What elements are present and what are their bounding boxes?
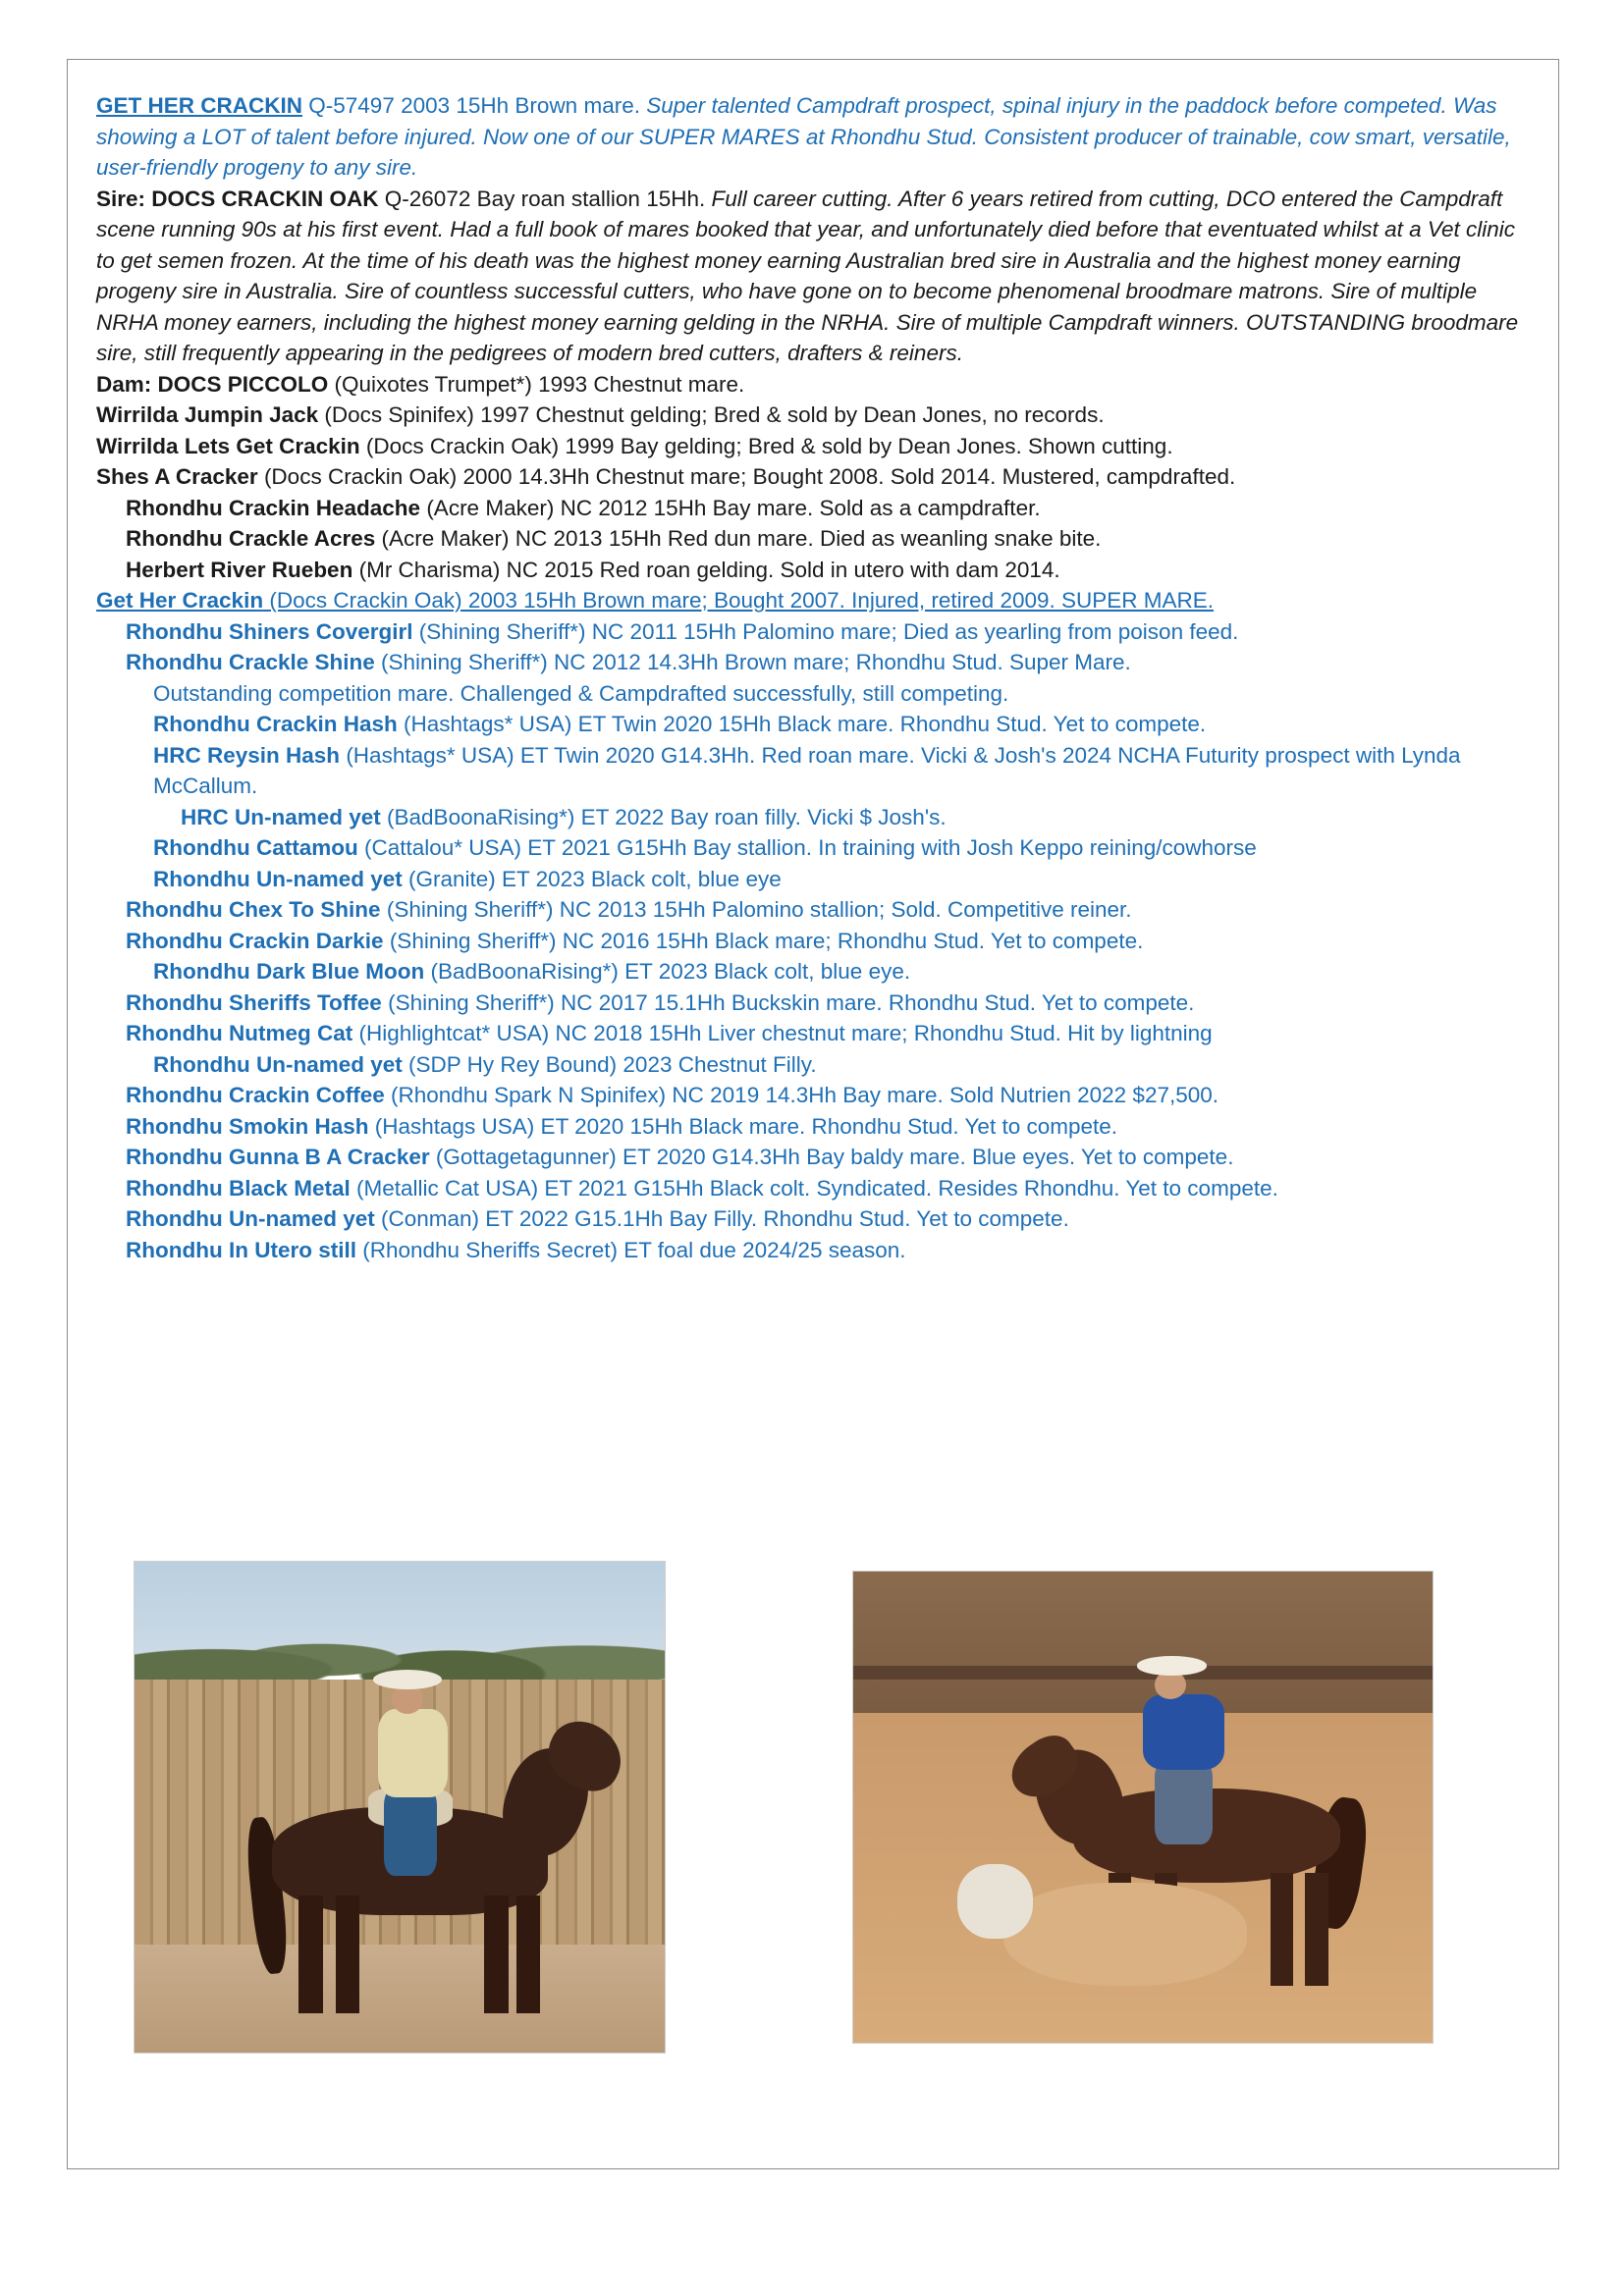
progeny-line xyxy=(96,555,1532,586)
progeny-name: Rhondhu Chex To Shine xyxy=(126,897,381,922)
progeny-details: (Highlightcat* USA) NC 2018 15Hh Liver chestnut mare; Rhondhu Stud. Hit by lightning xyxy=(352,1021,1213,1045)
progeny-line xyxy=(96,493,1532,524)
dam-label: Dam: DOCS PICCOLO xyxy=(96,371,329,397)
progeny-name: HRC Reysin Hash xyxy=(153,742,341,768)
progeny-details: (BadBoonaRising*) ET 2022 Bay roan filly. Vicki $ Josh's. xyxy=(380,804,947,829)
progeny-line xyxy=(96,709,1532,740)
horse-name: GET HER CRACKIN xyxy=(96,93,303,118)
progeny-line xyxy=(96,894,1532,926)
horse-registration: Q-57497 2003 15Hh Brown mare. xyxy=(302,93,647,118)
photo-horse-rider-fence xyxy=(134,1561,666,2054)
progeny-details: (Docs Crackin Oak) 1999 Bay gelding; Bred & sold by Dean Jones. Shown cutting. xyxy=(359,433,1173,458)
progeny-details: (Hashtags* USA) ET Twin 2020 G14.3Hh. Red roan mare. Vicki & Josh's 2024 NCHA Futurity prospect with Lynda McCallum. xyxy=(153,742,1461,798)
progeny-details: (Acre Maker) NC 2013 15Hh Red dun mare. Died as weanling snake bite. xyxy=(375,526,1102,551)
progeny-line xyxy=(96,1018,1532,1049)
sire-line xyxy=(96,184,1532,369)
rider-body xyxy=(378,1709,447,1797)
photo-row xyxy=(96,1561,1532,2071)
progeny-details: (Shining Sheriff*) NC 2013 15Hh Palomino stallion; Sold. Competitive reiner. xyxy=(380,897,1132,922)
progeny-details: (Mr Charisma) NC 2015 Red roan gelding. Sold in utero with dam 2014. xyxy=(352,557,1060,582)
progeny-details: (Docs Crackin Oak) 2003 15Hh Brown mare; Bought 2007. Injured, retired 2009. SUPER MARE. xyxy=(263,588,1215,613)
progeny-name: Rhondhu Nutmeg Cat xyxy=(126,1021,353,1045)
progeny-name: Rhondhu Gunna B A Cracker xyxy=(126,1145,430,1169)
horse-leg xyxy=(1305,1873,1328,1986)
progeny-name: Rhondhu Crackin Hash xyxy=(153,712,398,736)
progeny-name: Rhondhu Cattamou xyxy=(153,835,358,860)
progeny-line xyxy=(96,740,1532,802)
progeny-details: (Hashtags USA) ET 2020 15Hh Black mare. Rhondhu Stud. Yet to compete. xyxy=(368,1113,1118,1139)
progeny-name: Rhondhu Crackle Shine xyxy=(126,650,375,674)
rider-legs xyxy=(384,1788,437,1876)
progeny-name: Rhondhu In Utero still xyxy=(126,1237,356,1262)
progeny-name: Get Her Crackin xyxy=(96,588,264,613)
progeny-line xyxy=(96,431,1532,462)
progeny-line xyxy=(96,678,1532,710)
progeny-details: (Rhondhu Sheriffs Secret) ET foal due 2024/25 season. xyxy=(355,1237,906,1262)
progeny-details: (Hashtags* USA) ET Twin 2020 15Hh Black mare. Rhondhu Stud. Yet to compete. xyxy=(397,712,1207,736)
progeny-line xyxy=(96,864,1532,895)
progeny-name: Rhondhu Un-named yet xyxy=(153,1051,403,1077)
sire-label: Sire: DOCS CRACKIN OAK xyxy=(96,186,379,211)
progeny-name: Wirrilda Lets Get Crackin xyxy=(96,433,360,458)
sire-description: Full career cutting. After 6 years retired from cutting, DCO entered the Campdraft scene running 90s at his first event. Had a full book of mares booked that year, and unfortunately died before that eventuated whilst at a Vet clinic to get semen frozen. At the time of his death was the highest money earning Australian bred sire in Australia and the highest money earning progeny sire in Australia. Sire of countless successful cutters, who have gone on to become phenomenal broodmare matrons. Sire of multiple NRHA money earners, including the highest money earning gelding in the NRHA. Sire of multiple Campdraft winners. OUTSTANDING broodmare sire, still frequently appearing in the pedigrees of modern bred cutters, drafters & reiners. xyxy=(96,186,1519,365)
progeny-line xyxy=(96,1203,1532,1235)
horse-leg xyxy=(298,1896,322,2013)
progeny-name: Rhondhu Un-named yet xyxy=(126,1206,375,1231)
sire-registration: Q-26072 Bay roan stallion 15Hh. xyxy=(378,186,712,211)
sandy-ground xyxy=(135,1945,665,2053)
progeny-name: Rhondhu Smokin Hash xyxy=(126,1113,369,1139)
progeny-details: (Shining Sheriff*) NC 2016 15Hh Black mare; Rhondhu Stud. Yet to compete. xyxy=(383,928,1144,953)
horse-leg xyxy=(484,1896,508,2013)
photo-horse-rider-cow xyxy=(852,1571,1434,2044)
progeny-name: HRC Un-named yet xyxy=(181,804,381,829)
progeny-details: (SDP Hy Rey Bound) 2023 Chestnut Filly. xyxy=(402,1051,817,1077)
progeny-line xyxy=(96,988,1532,1019)
cow-body xyxy=(1003,1883,1247,1987)
horse-leg xyxy=(336,1896,359,2013)
progeny-details: (Granite) ET 2023 Black colt, blue eye xyxy=(402,866,782,891)
progeny-name: Rhondhu Crackin Headache xyxy=(126,495,421,520)
horse-description: Super talented Campdraft prospect, spinal injury in the paddock before competed. Was showing a LOT of talent before injured. Now one of our SUPER MARES at Rhondhu Stud. Consistent producer of trainable, cow smart, versatile, user-friendly progeny to any sire. xyxy=(96,93,1511,180)
cowboy-hat-icon xyxy=(373,1670,442,1689)
progeny-details: (Cattalou* USA) ET 2021 G15Hh Bay stallion. In training with Josh Keppo reining/cowhorse xyxy=(357,835,1257,860)
progeny-line xyxy=(96,1111,1532,1143)
cowboy-hat-icon xyxy=(1137,1656,1207,1675)
progeny-line xyxy=(96,1080,1532,1111)
progeny-line xyxy=(96,1142,1532,1173)
progeny-details: (BadBoonaRising*) ET 2023 Black colt, blue eye. xyxy=(424,959,911,984)
progeny-details: Outstanding competition mare. Challenged & Campdrafted successfully, still competing. xyxy=(153,680,1009,706)
progeny-name: Rhondhu Black Metal xyxy=(126,1175,351,1201)
dam-rest: (Quixotes Trumpet*) 1993 Chestnut mare. xyxy=(328,371,745,397)
progeny-line xyxy=(96,802,1532,833)
progeny-line xyxy=(96,616,1532,648)
yard-fence xyxy=(853,1572,1433,1713)
dam-line xyxy=(96,369,1532,400)
progeny-details: (Gottagetagunner) ET 2020 G14.3Hh Bay baldy mare. Blue eyes. Yet to compete. xyxy=(429,1145,1234,1169)
progeny-line xyxy=(96,647,1532,678)
rider-body xyxy=(1143,1694,1224,1770)
progeny-line xyxy=(96,400,1532,431)
progeny-details: (Rhondhu Spark N Spinifex) NC 2019 14.3Hh Bay mare. Sold Nutrien 2022 $27,500. xyxy=(384,1083,1219,1107)
horse-leg xyxy=(516,1896,540,2013)
progeny-name: Wirrilda Jumpin Jack xyxy=(96,402,319,427)
progeny-name: Rhondhu Shiners Covergirl xyxy=(126,618,413,644)
title-line xyxy=(96,90,1532,184)
progeny-name: Rhondhu Sheriffs Toffee xyxy=(126,989,382,1015)
pedigree-text-block xyxy=(96,90,1532,1265)
progeny-line xyxy=(96,832,1532,864)
progeny-line xyxy=(96,1049,1532,1081)
progeny-name: Rhondhu Dark Blue Moon xyxy=(153,959,425,984)
progeny-line xyxy=(96,585,1532,616)
horse-leg xyxy=(1271,1873,1294,1986)
progeny-details: (Shining Sheriff*) NC 2017 15.1Hh Buckskin mare. Rhondhu Stud. Yet to compete. xyxy=(381,989,1195,1015)
progeny-details: (Docs Crackin Oak) 2000 14.3Hh Chestnut mare; Bought 2008. Sold 2014. Mustered, campdrafted. xyxy=(257,464,1236,489)
progeny-name: Rhondhu Crackin Darkie xyxy=(126,928,384,953)
progeny-name: Rhondhu Un-named yet xyxy=(153,866,403,891)
progeny-name: Shes A Cracker xyxy=(96,464,258,489)
progeny-details: (Conman) ET 2022 G15.1Hh Bay Filly. Rhondhu Stud. Yet to compete. xyxy=(374,1206,1069,1231)
progeny-name: Rhondhu Crackle Acres xyxy=(126,526,376,551)
progeny-name: Rhondhu Crackin Coffee xyxy=(126,1083,385,1107)
progeny-line xyxy=(96,1235,1532,1266)
progeny-line xyxy=(96,1173,1532,1204)
rider-legs xyxy=(1155,1760,1213,1844)
progeny-name: Herbert River Rueben xyxy=(126,557,353,582)
progeny-list xyxy=(96,400,1532,1265)
progeny-line xyxy=(96,926,1532,957)
progeny-line xyxy=(96,956,1532,988)
progeny-details: (Docs Spinifex) 1997 Chestnut gelding; Bred & sold by Dean Jones, no records. xyxy=(318,402,1105,427)
progeny-line xyxy=(96,523,1532,555)
progeny-details: (Metallic Cat USA) ET 2021 G15Hh Black colt. Syndicated. Resides Rhondhu. Yet to compete. xyxy=(350,1175,1278,1201)
progeny-details: (Acre Maker) NC 2012 15Hh Bay mare. Sold as a campdrafter. xyxy=(420,495,1041,520)
progeny-details: (Shining Sheriff*) NC 2011 15Hh Palomino mare; Died as yearling from poison feed. xyxy=(412,618,1239,644)
progeny-details: (Shining Sheriff*) NC 2012 14.3Hh Brown mare; Rhondhu Stud. Super Mare. xyxy=(374,650,1131,674)
cow-head xyxy=(957,1864,1033,1940)
progeny-line xyxy=(96,461,1532,493)
